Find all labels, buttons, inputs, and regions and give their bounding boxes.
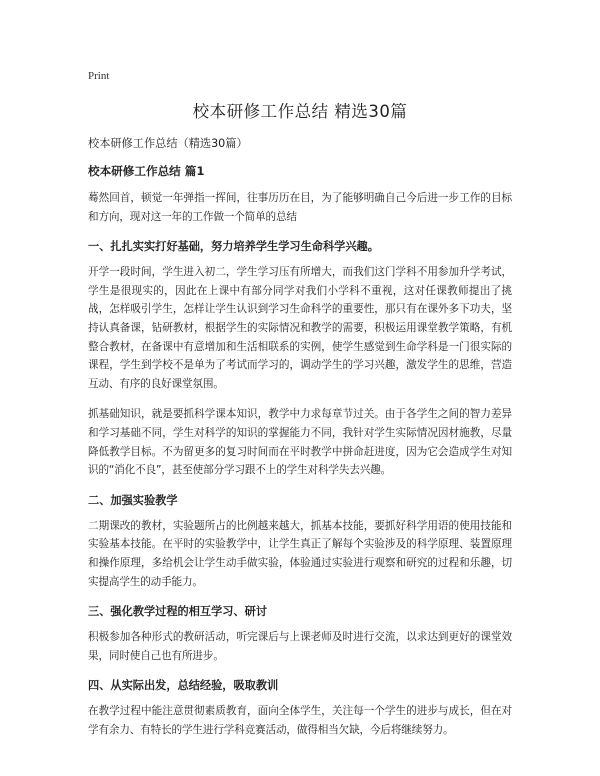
- section-heading-1: 一、扎扎实实打好基础，努力培养学生学习生命科学兴趣。: [88, 240, 379, 254]
- chapter-title: 校本研修工作总结 篇1: [88, 164, 205, 178]
- section-1-paragraph-2: 抓基础知识，就是要抓科学课本知识，教学中力求每章节过关。由于各学生之间的智力差异和学习基础不同，学生对科学的知识的掌握能力不同，我针对学生实际情况因材施教，尽量降低教学目标。不为留更多的复习时间而在平时教学中拼命赶进度，因为它会造成学生对知识的“消化不良”，甚至使部分学习跟不上的学生对科学失去兴趣。: [88, 408, 512, 477]
- section-heading-2: 二、加强实验教学: [88, 493, 178, 507]
- print-link[interactable]: Print: [88, 70, 110, 82]
- document-title: 校本研修工作总结 精选30篇: [192, 102, 408, 121]
- section-1-paragraph-1: 开学一段时间，学生进入初二，学生学习压有所增大，而我们这门学科不用参加升学考试，学生是很现实的，因此在上课中有部分同学对我们小学科不重视，这对任课教师提出了挑战，怎样吸引学生，怎样让学生认识到学习生命科学的重要性，那只有在课外多下功夫，坚持认真备课，钻研教材，根据学生的实际情况和教学的需要，积极运用课堂教学策略，有机整合教材，在备课中有意增加和生活相联系的实例，使学生感觉到生命学科是一门很实际的课程，学生到学校不是单为了考试而学习的，调动学生的学习兴趣，激发学生的思维，营造互动、有序的良好课堂氛围。: [88, 266, 512, 390]
- intro-paragraph: 蓦然回首，顿觉一年弹指一挥间，往事历历在目，为了能够明确自己今后进一步工作的目标和方向，现对这一年的工作做一个简单的总结: [88, 192, 512, 223]
- section-heading-4: 四、从实际出发，总结经验，吸取教训: [88, 679, 279, 693]
- section-heading-3: 三、强化教学过程的相互学习、研讨: [88, 605, 268, 619]
- section-3-paragraph-1: 积极参加各种形式的教研活动，听完课后与上课老师及时进行交流，以求达到更好的课堂效果，同时使自己也有所进步。: [88, 631, 512, 662]
- section-2-paragraph-1: 二期课改的教材，实验题所占的比例越来越大，抓基本技能，要抓好科学用语的使用技能和实验基本技能。在平时的实验教学中，让学生真正了解每个实验涉及的科学原理、装置原理和操作原理，多给机会让学生动手做实验，体验通过实验进行观察和研究的过程和乐趣，切实提高学生的动手能力。: [88, 519, 512, 588]
- document-subtitle: 校本研修工作总结（精选30篇）: [88, 137, 248, 150]
- section-4-paragraph-1: 在教学过程中能注意贯彻素质教育，面向全体学生，关注每一个学生的进步与成长，但在对学有余力、有特长的学生进行学科竞赛活动，做得相当欠缺，今后将继续努力。: [88, 705, 512, 736]
